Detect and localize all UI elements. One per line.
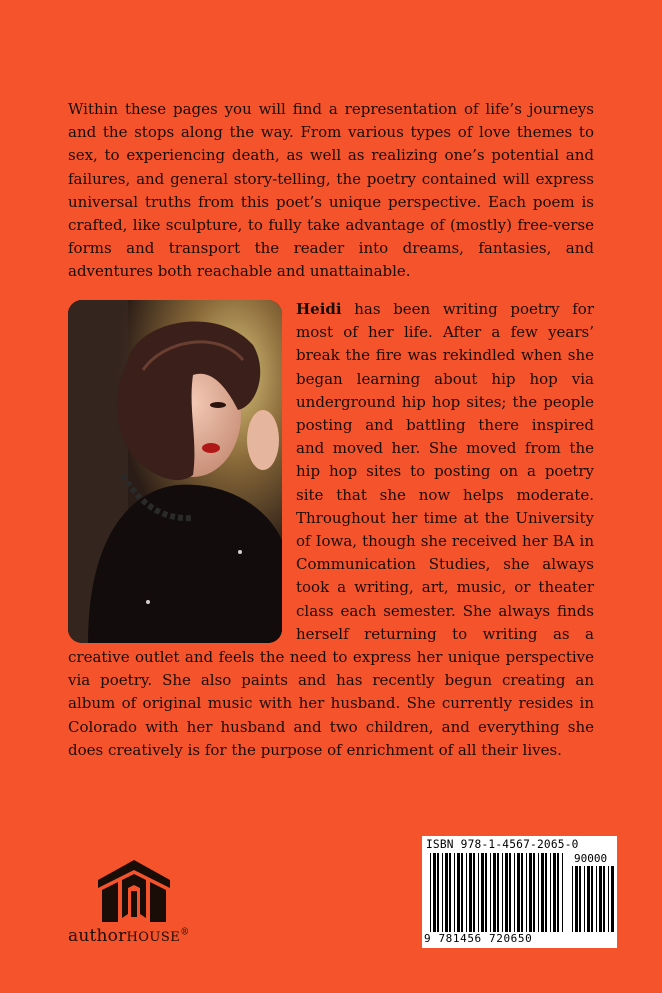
isbn-label: ISBN 978-1-4567-2065-0	[426, 838, 579, 851]
barcode	[422, 836, 617, 948]
registered-mark: ®	[180, 927, 190, 938]
price-code: 90000	[574, 852, 608, 865]
intro-paragraph: Within these pages you will find a representation of life’s journeys and the stops along the way. From various types of love themes to sex, to experiencing death, as well as realizing one’s potential and failures, and general story-telling, the poetry contained will express universal truths from this poet’s unique perspective. Each poem is crafted, like sculpture, to fully take advantage of (mostly) free-verse forms and transport the reader into dreams, fantasies, and adventures both reachable and unattainable.	[68, 100, 594, 281]
publisher-name-lower: author	[68, 926, 127, 946]
house-icon	[94, 858, 174, 922]
publisher-name-upper: HOUSE	[126, 930, 181, 945]
author-bio	[68, 298, 594, 762]
publisher-logo	[68, 858, 218, 953]
publisher-name	[68, 926, 190, 946]
author-bio-text: has been writing poetry for most of her life. After a few years’ break the fire was rekindled when she began learning about hip hop via underground hip hop sites; the people posting and battling there inspired and moved her. She moved from the hip hop sites to posting on a poetry site that she now helps moderate. Throughout her time at the University of Iowa, though she received her BA in Communication Studies, she always took a writing, art, music, or theater class each semester. She always finds herself returning to writing as a creative outlet and feels the need to express her unique perspective via poetry. She also paints and has recently begun creating an album of original music with her husband. She currently resides in Colorado with her husband and two children, and everything she does creatively is for the purpose of enrichment of all their lives.	[68, 300, 594, 759]
photo-spacer	[68, 298, 296, 644]
ean-digits: 9 781456 720650	[424, 932, 533, 945]
author-name: Heidi	[296, 300, 342, 318]
